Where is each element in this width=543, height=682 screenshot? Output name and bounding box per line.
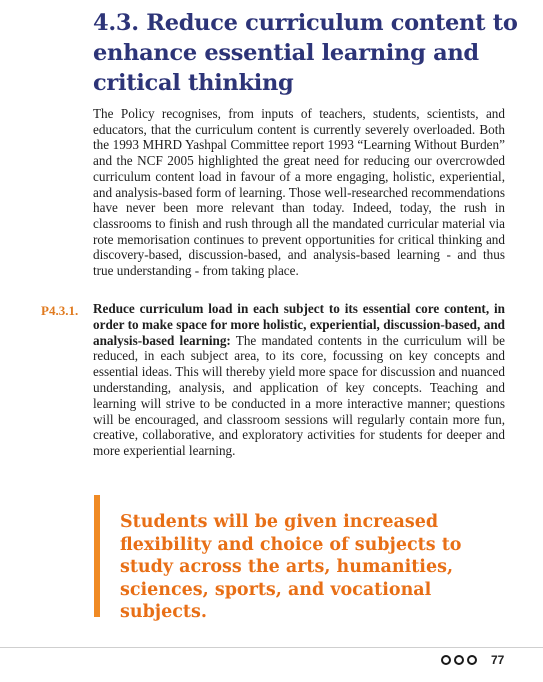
policy-paragraph: [93, 301, 505, 459]
intro-paragraph: The Policy recognises, from inputs of teachers, students, scientists, and educators, that the curriculum content is currently severely overloaded. Both the 1993 MHRD Yashpal Committee report 1993 “Learning Without Burden” and the NCF 2005 highlighted the great need for reducing our overcrowded curriculum content load in favour of a more engaging, holistic, experiential, and analysis-based form of learning. Those well-researched recommendations have never been more relevant than today. Indeed, today, the rush in classrooms to finish and rush through all the mandated curricular material via rote memorisation continues to prevent opportunities for critical thinking and discovery-based, discussion-based, and analysis-based learning - and thus true understanding - from taking place.: [93, 106, 505, 279]
pull-quote: [94, 495, 480, 622]
policy-body-text: The mandated contents in the curriculum will be reduced, in each subject area, to its core, focussing on key concepts and essential ideas. This will thereby yield more space for discussion and nuanced understanding, analysis, and application of key concepts. Teaching and learning will strive to be conducted in a more interactive manner; questions will be encouraged, and classroom sessions will regularly contain more fun, creative, collaborative, and exploratory activities for students for deeper and more experiential learning.: [93, 332, 505, 459]
blue-circle-icon: [454, 655, 464, 665]
page-number: 77: [491, 653, 505, 667]
section-heading: 4.3. Reduce curriculum content to enhance essential learning and critical thinking: [93, 10, 518, 96]
footer-divider: [0, 647, 543, 648]
orange-circle-icon: [441, 655, 451, 665]
pull-quote-text: Students will be given increased flexibility and choice of subjects to study across the arts, humanities, sciences, sports, and vocational subjects.: [120, 512, 462, 622]
footer-icons: [441, 655, 477, 665]
policy-label: P4.3.1.: [41, 303, 79, 318]
policy-bold-text: Reduce curriculum load in each subject to its essential core content, in order to make space for more holistic, experiential, discussion-based, and analysis-based learning:: [93, 301, 505, 348]
green-circle-icon: [467, 655, 477, 665]
